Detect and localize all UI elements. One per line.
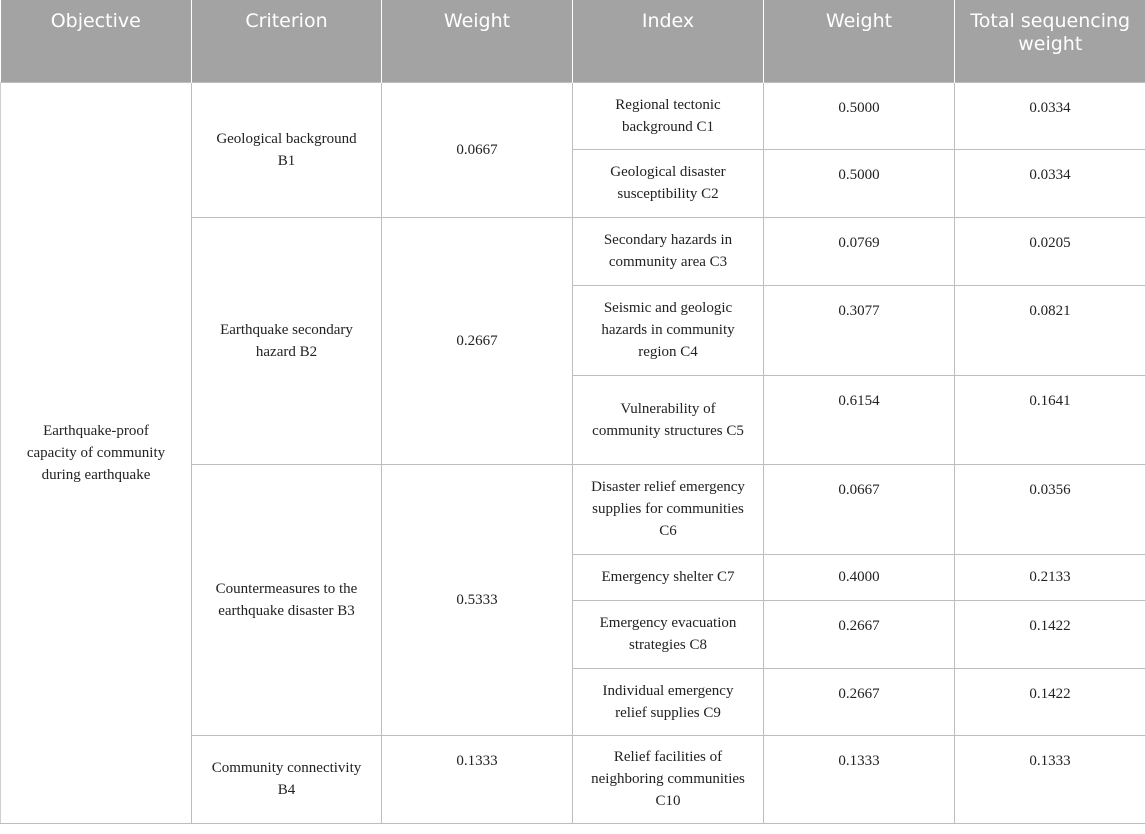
index-c6-weight: 0.0667 — [764, 464, 955, 554]
index-c2-weight: 0.5000 — [764, 149, 955, 217]
index-c8-total: 0.1422 — [955, 600, 1145, 668]
index-c4: Seismic and geologic hazards in community region C4 — [573, 285, 764, 375]
index-c9-weight: 0.2667 — [764, 668, 955, 735]
header-index-weight: Weight — [764, 0, 955, 82]
header-index: Index — [573, 0, 764, 82]
criterion-b2: Earthquake secondary hazard B2 — [192, 217, 382, 464]
index-c8-weight: 0.2667 — [764, 600, 955, 668]
index-c5: Vulnerability of community structures C5 — [573, 375, 764, 464]
index-c2: Geological disaster susceptibility C2 — [573, 149, 764, 217]
index-c7-total: 0.2133 — [955, 554, 1145, 600]
header-objective: Objective — [1, 0, 192, 82]
index-c1: Regional tectonic background C1 — [573, 82, 764, 149]
criterion-b1: Geological background B1 — [192, 82, 382, 217]
index-c6-total: 0.0356 — [955, 464, 1145, 554]
index-c6: Disaster relief emergency supplies for communities C6 — [573, 464, 764, 554]
index-c3: Secondary hazards in community area C3 — [573, 217, 764, 285]
index-c10-weight: 0.1333 — [764, 735, 955, 823]
criterion-b3-weight: 0.5333 — [382, 464, 573, 735]
criterion-b4: Community connectivity B4 — [192, 735, 382, 823]
table-row — [1, 82, 1145, 149]
index-c4-total: 0.0821 — [955, 285, 1145, 375]
criterion-b4-weight: 0.1333 — [382, 735, 573, 823]
index-c1-total: 0.0334 — [955, 82, 1145, 149]
index-c3-weight: 0.0769 — [764, 217, 955, 285]
index-c4-weight: 0.3077 — [764, 285, 955, 375]
header-criterion: Criterion — [192, 0, 382, 82]
table-body — [1, 82, 1145, 823]
index-c7-weight: 0.4000 — [764, 554, 955, 600]
criterion-b2-weight: 0.2667 — [382, 217, 573, 464]
objective-cell: Earthquake-proof capacity of community during earthquake — [1, 82, 192, 823]
criterion-b3: Countermeasures to the earthquake disaster B3 — [192, 464, 382, 735]
header-row — [1, 0, 1145, 82]
index-c9: Individual emergency relief supplies C9 — [573, 668, 764, 735]
index-c1-weight: 0.5000 — [764, 82, 955, 149]
index-c5-total: 0.1641 — [955, 375, 1145, 464]
index-c9-total: 0.1422 — [955, 668, 1145, 735]
criterion-b1-weight: 0.0667 — [382, 82, 573, 217]
header-criterion-weight: Weight — [382, 0, 573, 82]
table-header — [1, 0, 1145, 82]
index-c8: Emergency evacuation strategies C8 — [573, 600, 764, 668]
index-c7: Emergency shelter C7 — [573, 554, 764, 600]
header-total-weight: Total sequencing weight — [955, 0, 1145, 82]
index-c10-total: 0.1333 — [955, 735, 1145, 823]
index-c5-weight: 0.6154 — [764, 375, 955, 464]
index-c2-total: 0.0334 — [955, 149, 1145, 217]
index-c10: Relief facilities of neighboring communities C10 — [573, 735, 764, 823]
index-c3-total: 0.0205 — [955, 217, 1145, 285]
